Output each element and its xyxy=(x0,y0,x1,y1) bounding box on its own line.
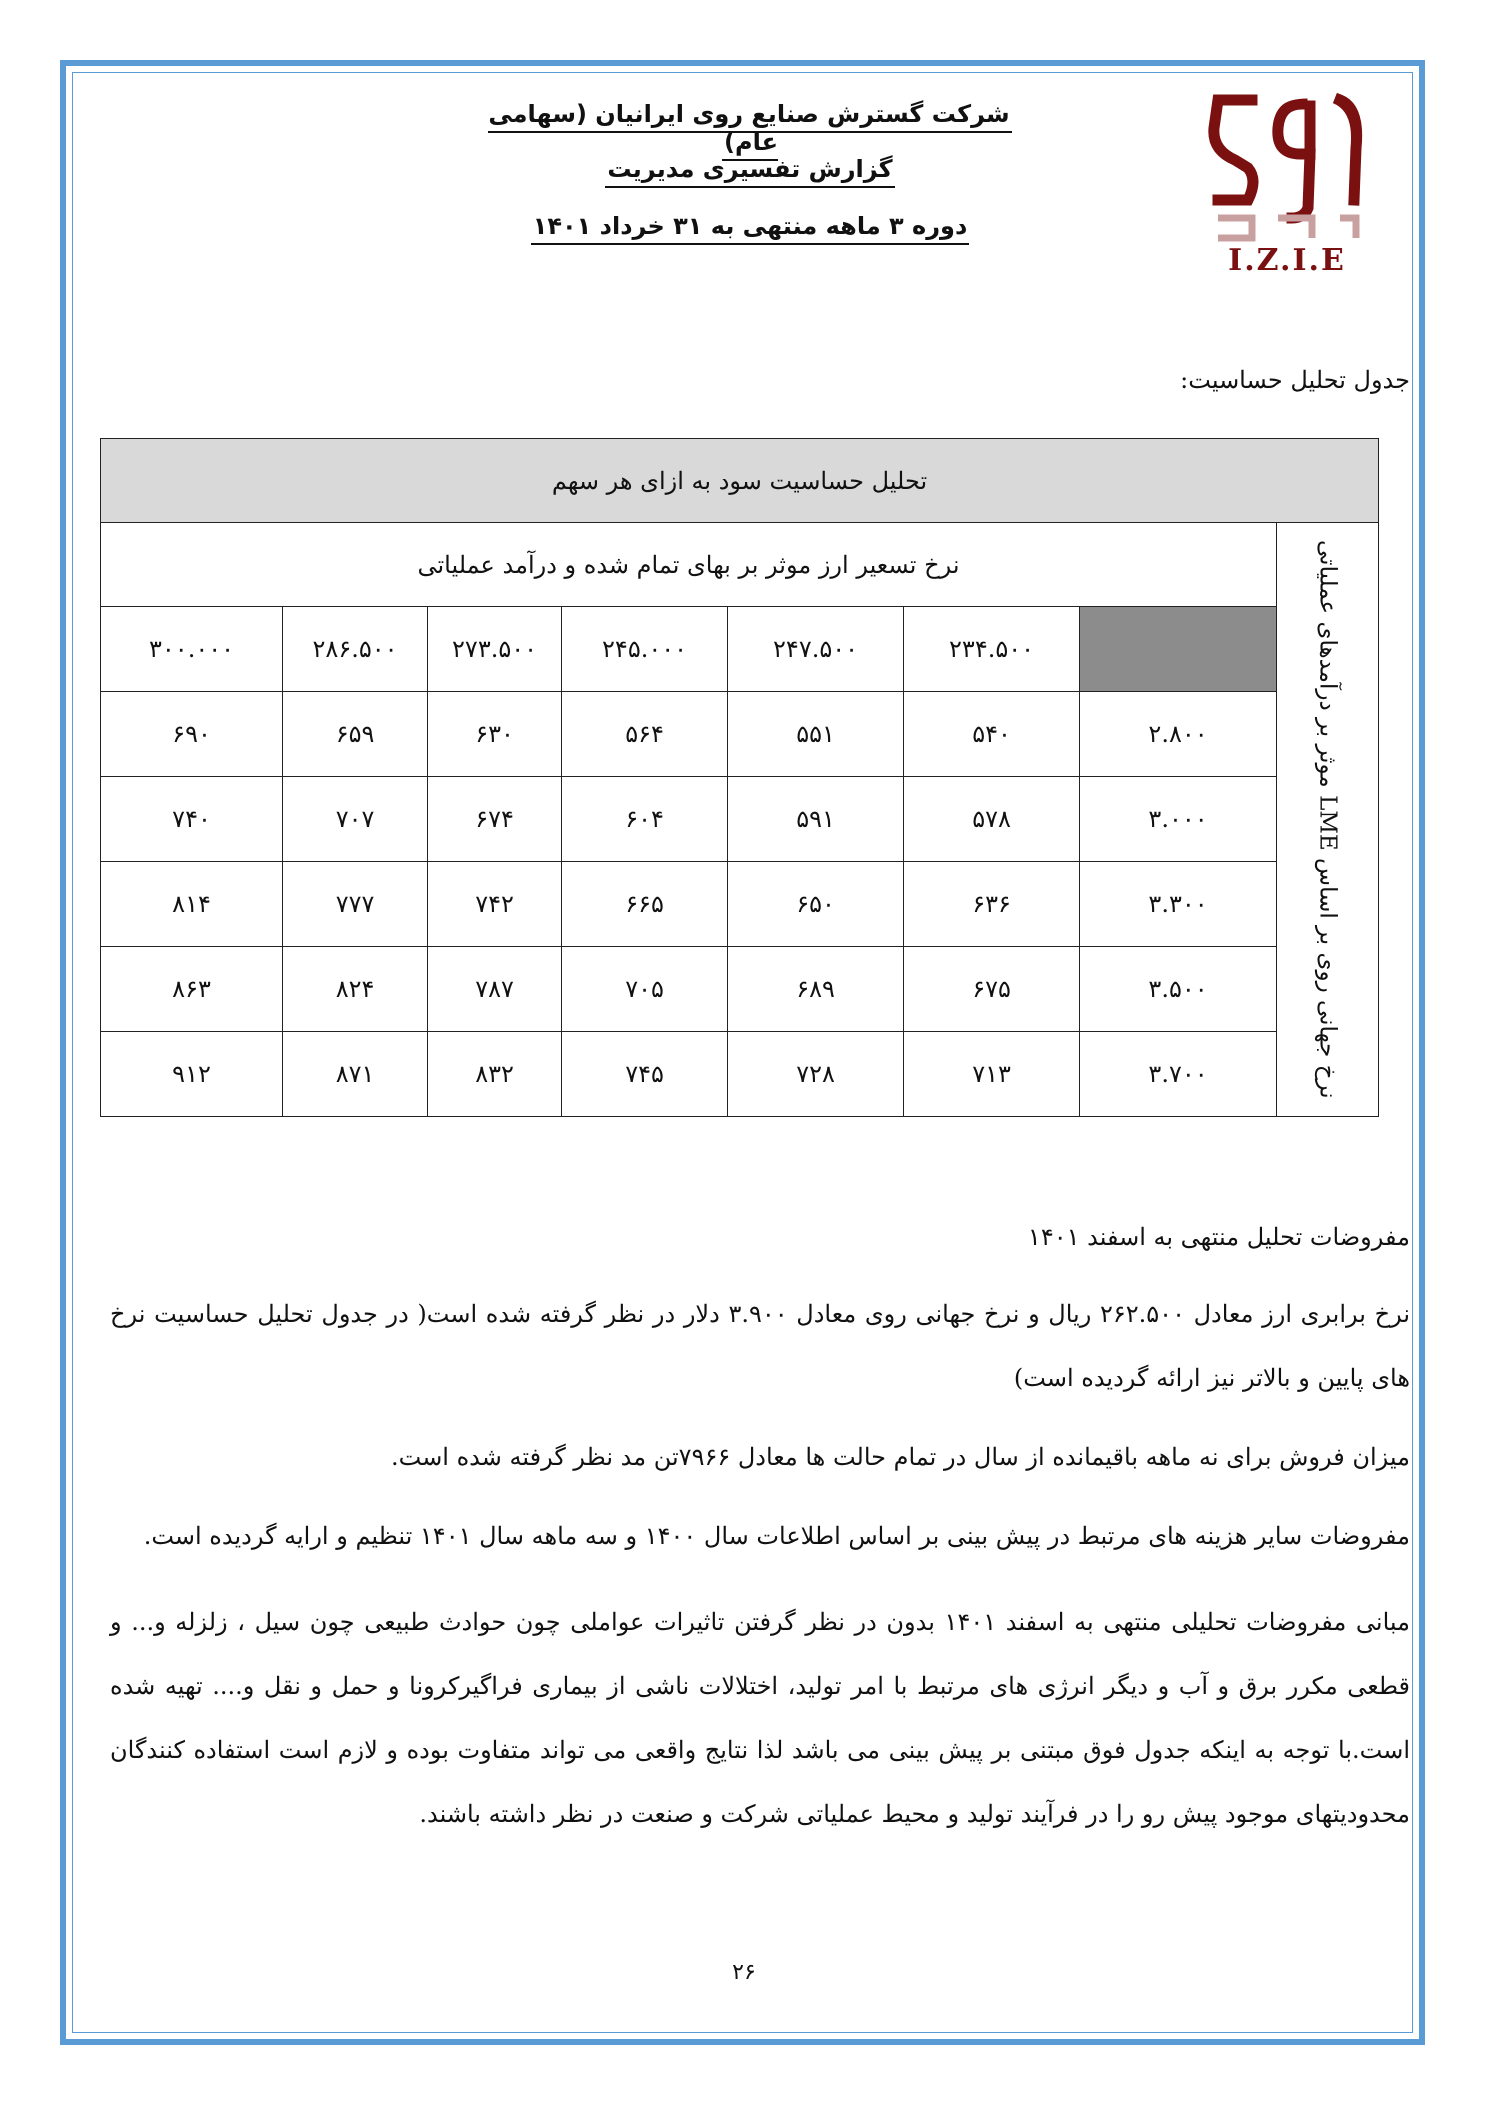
table-cell: ۶۰۴ xyxy=(562,777,728,862)
column-value: ۲۸۶.۵۰۰ xyxy=(283,607,428,692)
column-value: ۲۴۵.۰۰۰ xyxy=(562,607,728,692)
table-cell: ۷۱۳ xyxy=(904,1032,1080,1117)
row-rate: ۲.۸۰۰ xyxy=(1080,692,1277,777)
table-cell: ۷۸۷ xyxy=(428,947,562,1032)
paragraph-other-costs: مفروضات سایر هزینه های مرتبط در پیش بینی بر اساس اطلاعات سال ۱۴۰۰ و سه ماهه سال ۱۴۰۱ تنظیم و ارایه گردیده است. xyxy=(143,1522,1410,1550)
table-cell: ۵۶۴ xyxy=(562,692,728,777)
column-values-row xyxy=(101,607,1379,692)
table-row xyxy=(101,1032,1379,1117)
table-cell: ۷۲۸ xyxy=(728,1032,904,1117)
table-cell: ۵۴۰ xyxy=(904,692,1080,777)
table-row xyxy=(101,947,1379,1032)
table-cell: ۸۲۴ xyxy=(283,947,428,1032)
table-cell: ۶۵۹ xyxy=(283,692,428,777)
report-period: دوره ۳ ماهه منتهی به ۳۱ خرداد ۱۴۰۱ xyxy=(470,212,1030,240)
column-header: نرخ تسعیر ارز موثر بر بهای تمام شده و درآمد عملیاتی xyxy=(101,523,1277,607)
table-title: تحلیل حساسیت سود به ازای هر سهم xyxy=(101,439,1379,523)
column-value: ۳۰۰.۰۰۰ xyxy=(101,607,283,692)
row-rate: ۳.۵۰۰ xyxy=(1080,947,1277,1032)
paragraph-sales-volume: میزان فروش برای نه ماهه باقیمانده از سال در تمام حالت ها معادل ۷۹۶۶تن مد نظر گرفته شده است. xyxy=(391,1443,1410,1471)
table-cell: ۶۷۴ xyxy=(428,777,562,862)
sensitivity-table xyxy=(100,438,1379,1117)
column-value: ۲۷۳.۵۰۰ xyxy=(428,607,562,692)
table-cell: ۶۶۵ xyxy=(562,862,728,947)
page-number: ۲۶ xyxy=(732,1960,756,1985)
table-cell: ۷۷۷ xyxy=(283,862,428,947)
table-cell: ۵۹۱ xyxy=(728,777,904,862)
company-logo xyxy=(1200,88,1375,278)
row-rate: ۳.۳۰۰ xyxy=(1080,862,1277,947)
table-cell: ۸۶۳ xyxy=(101,947,283,1032)
table-cell: ۶۳۰ xyxy=(428,692,562,777)
table-cell: ۵۵۱ xyxy=(728,692,904,777)
table-cell: ۸۷۱ xyxy=(283,1032,428,1117)
table-cell: ۶۷۵ xyxy=(904,947,1080,1032)
column-value: ۲۴۷.۵۰۰ xyxy=(728,607,904,692)
table-cell: ۷۴۰ xyxy=(101,777,283,862)
table-cell: ۷۴۲ xyxy=(428,862,562,947)
table-cell: ۶۹۰ xyxy=(101,692,283,777)
table-row xyxy=(101,777,1379,862)
table-cell: ۶۳۶ xyxy=(904,862,1080,947)
company-title: شرکت گسترش صنایع روی ایرانیان (سهامی عام) xyxy=(470,100,1030,156)
logo-text: I.Z.I.E xyxy=(1228,243,1346,278)
table-cell: ۶۸۹ xyxy=(728,947,904,1032)
paragraph-exchange-rate: نرخ برابری ارز معادل ۲۶۲.۵۰۰ ریال و نرخ جهانی روی معادل ۳.۹۰۰ دلار در نظر گرفته شده است( در جدول تحلیل حساسیت نرخ های پایین و بالاتر نیز ارائه گردیده است) xyxy=(110,1300,1411,1392)
corner-cell xyxy=(1080,607,1277,692)
table-cell: ۷۰۷ xyxy=(283,777,428,862)
table-cell: ۵۷۸ xyxy=(904,777,1080,862)
table-row xyxy=(101,862,1379,947)
table-cell: ۷۰۵ xyxy=(562,947,728,1032)
section-title: جدول تحلیل حساسیت: xyxy=(1180,366,1410,394)
assumptions-heading: مفروضات تحلیل منتهی به اسفند ۱۴۰۱ xyxy=(1027,1223,1410,1251)
row-rate: ۳.۷۰۰ xyxy=(1080,1032,1277,1117)
row-header-cell xyxy=(1277,523,1379,1117)
column-value: ۲۳۴.۵۰۰ xyxy=(904,607,1080,692)
table-row xyxy=(101,692,1379,777)
report-title: گزارش تفسیری مدیریت xyxy=(470,155,1030,183)
row-rate: ۳.۰۰۰ xyxy=(1080,777,1277,862)
table-cell: ۸۳۲ xyxy=(428,1032,562,1117)
table-cell: ۷۴۵ xyxy=(562,1032,728,1117)
table-cell: ۶۵۰ xyxy=(728,862,904,947)
paragraph-basis: مبانی مفروضات تحلیلی منتهی به اسفند ۱۴۰۱ بدون در نظر گرفتن تاثیرات عواملی چون حوادث طبیعی چون سیل ، زلزله و... و قطعی مکرر برق و آب و دیگر انرژی های مرتبط با امر تولید، اختلالات ناشی از بیماری فراگیرکرونا و حمل و نقل و.... تهیه شده است.با توجه به اینکه جدول فوق مبتنی بر پیش بینی می باشد لذا نتایج واقعی می تواند متفاوت بوده و لازم است استفاده کنندگان محدودیتهای موجود پیش رو را در فرآیند تولید و محیط عملیاتی شرکت و صنعت در نظر داشته باشند. xyxy=(110,1608,1411,1828)
table-cell: ۸۱۴ xyxy=(101,862,283,947)
table-cell: ۹۱۲ xyxy=(101,1032,283,1117)
row-header-label: نرخ جهانی روی بر اساس LME موثر بر درآمدهای عملیاتی xyxy=(1314,540,1341,1099)
